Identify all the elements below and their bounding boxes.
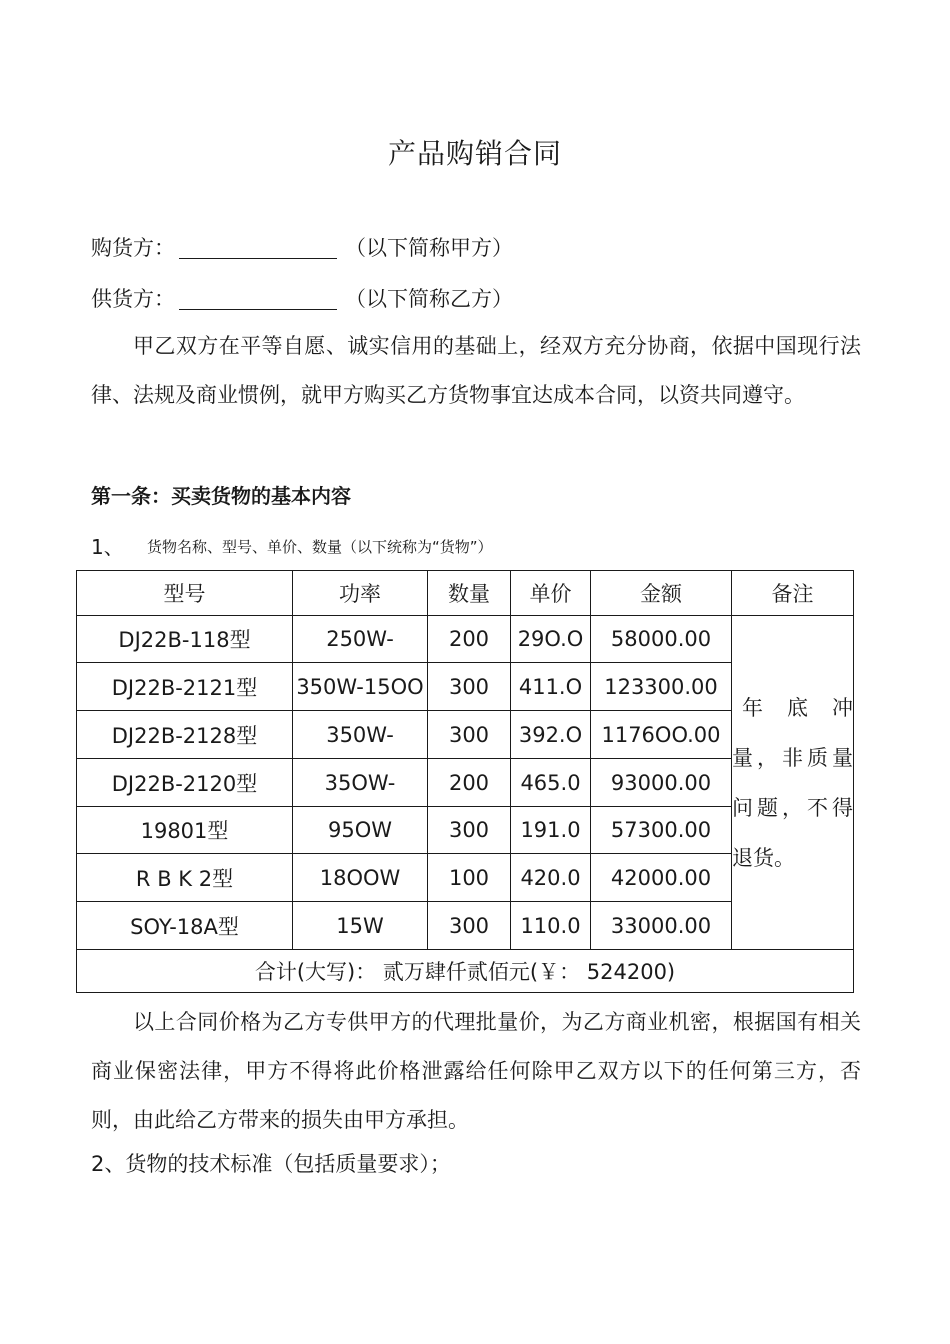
article-1-heading: 第一条：买卖货物的基本内容 <box>91 484 351 508</box>
header-remark: 备注 <box>732 571 854 616</box>
cell-amount: 57300.00 <box>591 807 732 854</box>
cell-quantity: 300 <box>428 807 511 854</box>
item-1-line <box>91 531 493 560</box>
cell-power: 350W-15OO <box>293 663 428 711</box>
header-unit-price: 单价 <box>511 571 591 616</box>
cell-amount: 123300.00 <box>591 663 732 711</box>
cell-amount: 33000.00 <box>591 902 732 950</box>
goods-table <box>76 570 854 993</box>
cell-quantity: 200 <box>428 616 511 663</box>
cell-quantity: 300 <box>428 902 511 950</box>
table-row <box>77 616 854 663</box>
cell-quantity: 100 <box>428 854 511 902</box>
cell-power: 95OW <box>293 807 428 854</box>
cell-power: 18OOW <box>293 854 428 902</box>
cell-unit-price: 465.0 <box>511 759 591 807</box>
header-amount: 金额 <box>591 571 732 616</box>
seller-suffix: （以下简称乙方） <box>345 287 513 311</box>
header-power: 功率 <box>293 571 428 616</box>
cell-model: DJ22B-118型 <box>77 616 293 663</box>
document-title: 产品购销合同 <box>387 137 562 170</box>
seller-blank-field[interactable] <box>179 285 337 310</box>
intro-paragraph: 甲乙双方在平等自愿、诚实信用的基础上，经双方充分协商，依据中国现行法律、法规及商业惯例，就甲方购买乙方货物事宜达成本合同，以资共同遵守。 <box>91 334 861 407</box>
remark-line-1: 年 底 冲 <box>742 695 853 720</box>
cell-model: DJ22B-2121型 <box>77 663 293 711</box>
cell-quantity: 300 <box>428 711 511 759</box>
remark-rest: 量，非质量问题，不得退货。 <box>732 745 853 870</box>
cell-power: 15W <box>293 902 428 950</box>
cell-power: 350W- <box>293 711 428 759</box>
cell-amount: 1176OO.00 <box>591 711 732 759</box>
total-cell: 合计(大写)： 贰万肆仟贰佰元(￥： 524200) <box>77 950 854 993</box>
cell-model: R B K 2型 <box>77 854 293 902</box>
table-total-row <box>77 950 854 993</box>
cell-quantity: 200 <box>428 759 511 807</box>
header-quantity: 数量 <box>428 571 511 616</box>
item-1-text: 货物名称、型号、单价、数量（以下统称为“货物”） <box>147 538 493 556</box>
cell-unit-price: 411.O <box>511 663 591 711</box>
seller-line <box>91 283 513 313</box>
cell-power: 35OW- <box>293 759 428 807</box>
cell-model: DJ22B-2120型 <box>77 759 293 807</box>
cell-quantity: 300 <box>428 663 511 711</box>
buyer-line <box>91 232 513 262</box>
cell-model: SOY-18A型 <box>77 902 293 950</box>
cell-unit-price: 110.0 <box>511 902 591 950</box>
price-confidentiality-paragraph: 以上合同价格为乙方专供甲方的代理批量价，为乙方商业机密，根据国有相关商业保密法律，甲方不得将此价格泄露给任何除甲乙双方以下的任何第三方，否则，由此给乙方带来的损失由甲方承担。 <box>91 1010 861 1132</box>
header-model: 型号 <box>77 571 293 616</box>
item-2-line: 2、货物的技术标准（包括质量要求）； <box>91 1152 451 1176</box>
cell-model: 19801型 <box>77 807 293 854</box>
cell-amount: 93000.00 <box>591 759 732 807</box>
item-1-number: 1、 <box>91 535 124 559</box>
buyer-blank-field[interactable] <box>179 234 337 259</box>
cell-remark <box>732 616 854 950</box>
cell-unit-price: 191.0 <box>511 807 591 854</box>
table-header-row <box>77 571 854 616</box>
cell-amount: 58000.00 <box>591 616 732 663</box>
buyer-suffix: （以下简称甲方） <box>345 236 513 260</box>
cell-amount: 42000.00 <box>591 854 732 902</box>
buyer-label: 购货方： <box>91 236 175 260</box>
cell-unit-price: 29O.O <box>511 616 591 663</box>
cell-unit-price: 420.0 <box>511 854 591 902</box>
cell-model: DJ22B-2128型 <box>77 711 293 759</box>
cell-power: 250W- <box>293 616 428 663</box>
seller-label: 供货方： <box>91 287 175 311</box>
cell-unit-price: 392.O <box>511 711 591 759</box>
